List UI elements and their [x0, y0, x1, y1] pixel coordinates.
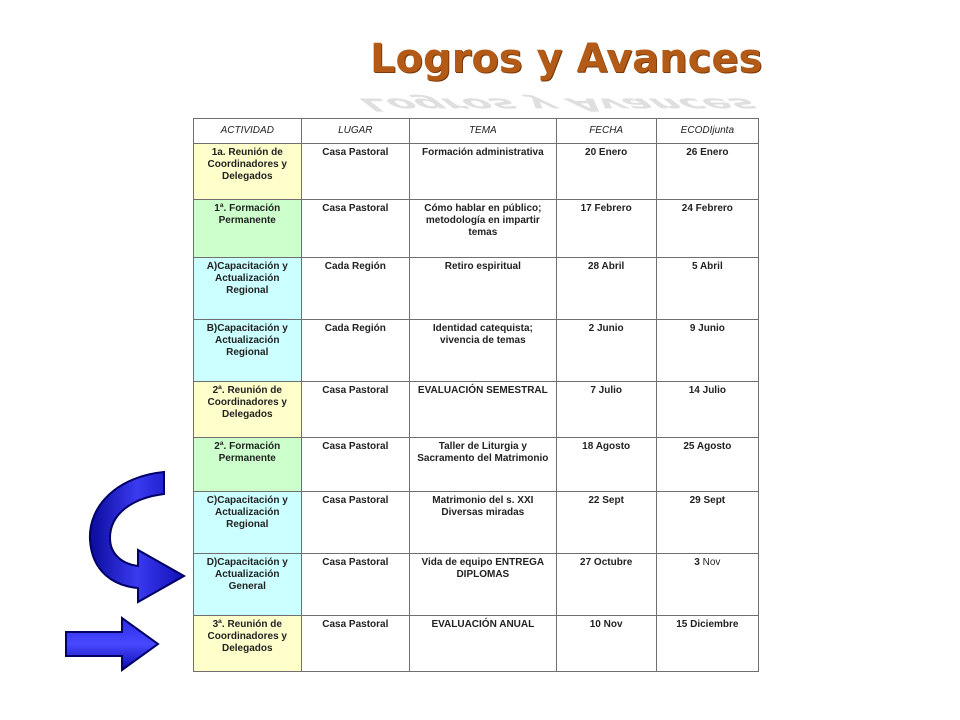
cell-ecodi: 24 Febrero: [656, 200, 758, 258]
cell-tema: Identidad catequista; vivencia de temas: [410, 320, 557, 382]
right-arrow-icon: [64, 616, 160, 672]
cell-ecodi: 15 Diciembre: [656, 616, 758, 672]
cell-actividad: B)Capacitación y Actualización Regional: [194, 320, 302, 382]
cell-actividad: 1ª. Formación Permanente: [194, 200, 302, 258]
cell-lugar: Casa Pastoral: [301, 616, 410, 672]
cell-actividad: 3ª. Reunión de Coordinadores y Delegados: [194, 616, 302, 672]
cell-tema: EVALUACIÓN SEMESTRAL: [410, 382, 557, 438]
cell-actividad: 2ª. Formación Permanente: [194, 438, 302, 492]
ecodi-day: 3: [694, 557, 700, 568]
cell-lugar: Casa Pastoral: [301, 438, 410, 492]
cell-fecha: 18 Agosto: [556, 438, 656, 492]
cell-fecha: 22 Sept: [556, 492, 656, 554]
cell-tema: EVALUACIÓN ANUAL: [410, 616, 557, 672]
cell-ecodi: 5 Abril: [656, 258, 758, 320]
cell-fecha: 10 Nov: [556, 616, 656, 672]
cell-ecodi: 9 Junio: [656, 320, 758, 382]
cell-lugar: Casa Pastoral: [301, 382, 410, 438]
cell-tema: Cómo hablar en público; metodología en impartir temas: [410, 200, 557, 258]
table-row: [194, 616, 759, 672]
cell-ecodi: 14 Julio: [656, 382, 758, 438]
cell-fecha: 28 Abril: [556, 258, 656, 320]
cell-lugar: Cada Región: [301, 320, 410, 382]
cell-fecha: 7 Julio: [556, 382, 656, 438]
cell-actividad: C)Capacitación y Actualización Regional: [194, 492, 302, 554]
cell-ecodi: [656, 554, 758, 616]
cell-lugar: Casa Pastoral: [301, 492, 410, 554]
curved-arrow-icon: [80, 470, 192, 612]
cell-lugar: Casa Pastoral: [301, 554, 410, 616]
cell-lugar: Casa Pastoral: [301, 144, 410, 200]
table-row: [194, 320, 759, 382]
cell-tema: Taller de Liturgia y Sacramento del Matrimonio: [410, 438, 557, 492]
table-row: [194, 382, 759, 438]
cell-tema: Retiro espiritual: [410, 258, 557, 320]
cell-actividad: 2ª. Reunión de Coordinadores y Delegados: [194, 382, 302, 438]
cell-tema: Formación administrativa: [410, 144, 557, 200]
table-row: [194, 492, 759, 554]
header-lugar: LUGAR: [301, 119, 410, 144]
cell-lugar: Cada Región: [301, 258, 410, 320]
cell-fecha: 17 Febrero: [556, 200, 656, 258]
cell-fecha: 20 Enero: [556, 144, 656, 200]
title-reflection: Logros y Avances: [350, 94, 769, 115]
cell-fecha: 27 Octubre: [556, 554, 656, 616]
header-ecodi: ECODIjunta: [656, 119, 758, 144]
ecodi-month: Nov: [702, 557, 721, 568]
cell-ecodi: 29 Sept: [656, 492, 758, 554]
table-row: [194, 438, 759, 492]
cell-actividad: 1a. Reunión de Coordinadores y Delegados: [194, 144, 302, 200]
table-row: [194, 144, 759, 200]
page-title: Logros y Avances: [370, 36, 763, 82]
activities-table: [193, 118, 759, 672]
header-fecha: FECHA: [556, 119, 656, 144]
cell-tema: Vida de equipo ENTREGA DIPLOMAS: [410, 554, 557, 616]
cell-tema: Matrimonio del s. XXI Diversas miradas: [410, 492, 557, 554]
header-actividad: ACTIVIDAD: [194, 119, 302, 144]
header-tema: TEMA: [410, 119, 557, 144]
cell-actividad: A)Capacitación y Actualización Regional: [194, 258, 302, 320]
cell-actividad: D)Capacitación y Actualización General: [194, 554, 302, 616]
cell-ecodi: 25 Agosto: [656, 438, 758, 492]
cell-ecodi: 26 Enero: [656, 144, 758, 200]
title-area: [340, 22, 769, 115]
cell-fecha: 2 Junio: [556, 320, 656, 382]
cell-lugar: Casa Pastoral: [301, 200, 410, 258]
table-row: [194, 200, 759, 258]
table-header-row: [194, 119, 759, 144]
table-row: [194, 554, 759, 616]
table-row: [194, 258, 759, 320]
